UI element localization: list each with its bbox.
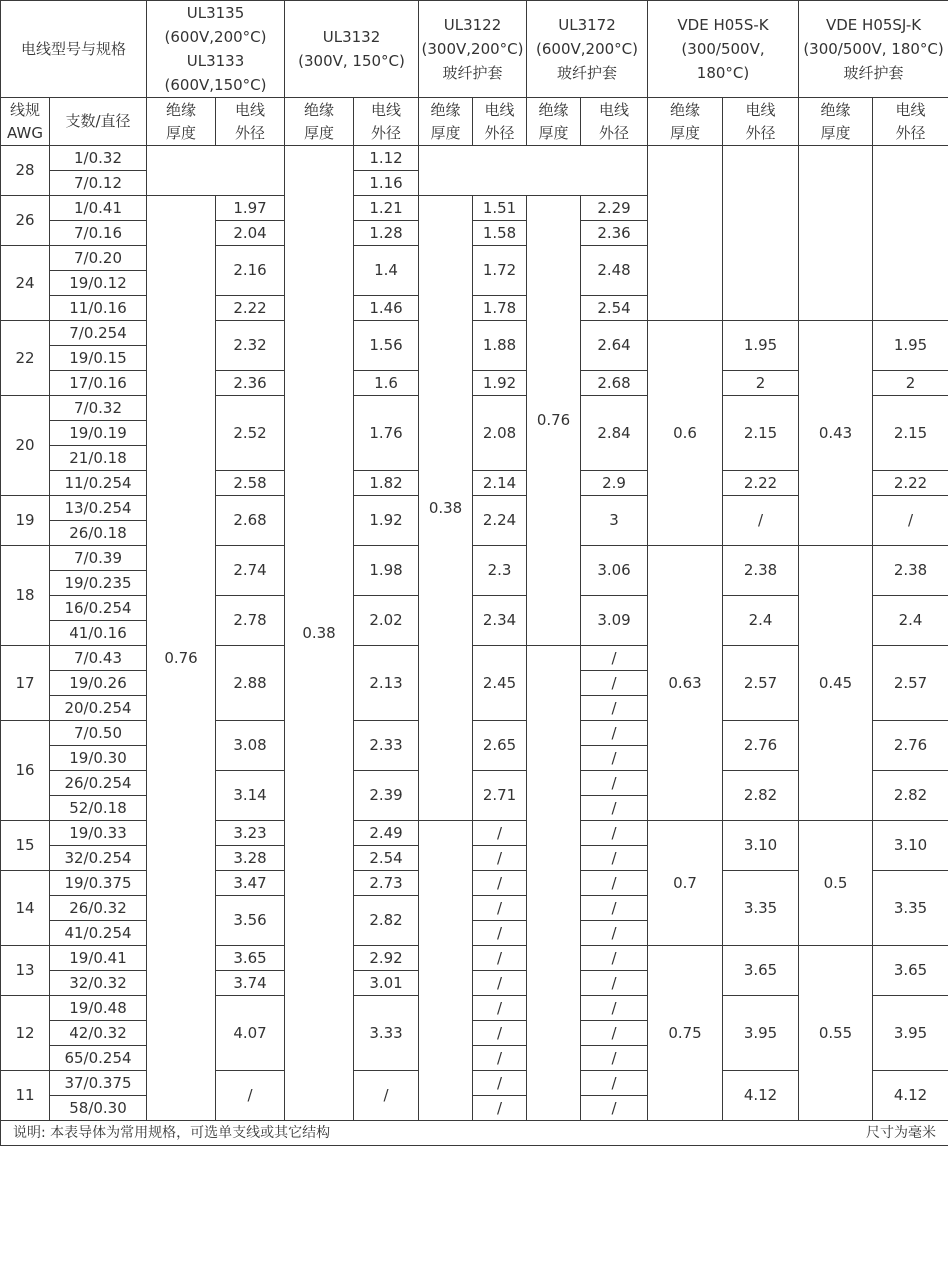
- strand: 19/0.48: [50, 996, 147, 1021]
- subheader-insulation: [147, 98, 216, 146]
- awg: 24: [1, 246, 50, 321]
- ul3122-od: /: [473, 846, 527, 871]
- ul3135-od: 4.07: [216, 996, 285, 1071]
- ul3172-od: /: [581, 1046, 648, 1071]
- ul3135-insulation: 0.76: [147, 196, 216, 1121]
- strand: 7/0.32: [50, 396, 147, 421]
- strand: 19/0.375: [50, 871, 147, 896]
- header-ul3172: [527, 1, 648, 98]
- awg: 17: [1, 646, 50, 721]
- ul3132-od: 3.01: [354, 971, 419, 996]
- ul3132-od: 3.33: [354, 996, 419, 1071]
- header-h05sk: [648, 1, 799, 98]
- header-line: 玻纤护套: [557, 64, 618, 82]
- ul3135-od: 3.65: [216, 946, 285, 971]
- ul3122-od: 2.71: [473, 771, 527, 821]
- subheader-strand: 支数/直径: [50, 98, 147, 146]
- ul3172-od: /: [581, 871, 648, 896]
- ul3122-od: /: [473, 1046, 527, 1071]
- subheader-row: [1, 98, 948, 146]
- h05sjk-od: 2.76: [873, 721, 948, 771]
- header-line: 外径: [484, 123, 515, 142]
- header-line: UL3172: [558, 16, 616, 34]
- ul3132-od: 1.98: [354, 546, 419, 596]
- subheader-outer-diameter: [581, 98, 648, 146]
- ul3122-od: /: [473, 821, 527, 846]
- strand: 7/0.20: [50, 246, 147, 271]
- ul3122-insulation: 0.38: [419, 196, 473, 821]
- strand: 26/0.254: [50, 771, 147, 796]
- table-row: [1, 821, 948, 846]
- header-line: 厚度: [430, 123, 461, 142]
- strand: 7/0.50: [50, 721, 147, 746]
- header-line: 玻纤护套: [442, 64, 503, 82]
- ul3122-od: /: [473, 871, 527, 896]
- ul3132-od: 1.4: [354, 246, 419, 296]
- awg: 20: [1, 396, 50, 496]
- subheader-outer-diameter: [723, 98, 799, 146]
- ul3135-od: 1.97: [216, 196, 285, 221]
- strand: 17/0.16: [50, 371, 147, 396]
- ul3122-od: 2.45: [473, 646, 527, 721]
- h05sk-insulation: 0.75: [648, 946, 723, 1121]
- h05sk-od: 3.95: [723, 996, 799, 1071]
- ul3135-od: 2.04: [216, 221, 285, 246]
- ul3172-od: /: [581, 771, 648, 796]
- ul3135-od: 3.47: [216, 871, 285, 896]
- h05sjk-od: 1.95: [873, 321, 948, 371]
- subheader-outer-diameter: [216, 98, 285, 146]
- empty-cell: [648, 146, 723, 321]
- ul3122-od: 2.24: [473, 496, 527, 546]
- h05sjk-insulation: 0.45: [799, 546, 873, 821]
- strand: 19/0.41: [50, 946, 147, 971]
- strand: 32/0.254: [50, 846, 147, 871]
- header-line: UL3133: [186, 52, 245, 70]
- empty-cell: [419, 821, 473, 1121]
- subheader-outer-diameter: [873, 98, 948, 146]
- strand: 26/0.32: [50, 896, 147, 921]
- header-line: 电线: [745, 100, 776, 119]
- ul3122-od: 2.3: [473, 546, 527, 596]
- ul3135-od: 3.74: [216, 971, 285, 996]
- ul3172-od: 3.06: [581, 546, 648, 596]
- awg: 13: [1, 946, 50, 996]
- header-line: 厚度: [166, 123, 197, 142]
- header-line: 绝缘: [820, 100, 851, 119]
- ul3132-od: 1.21: [354, 196, 419, 221]
- header-line: 电线: [371, 100, 402, 119]
- header-line: 绝缘: [166, 100, 197, 119]
- ul3122-od: 1.92: [473, 371, 527, 396]
- header-line: 厚度: [820, 123, 851, 142]
- ul3132-od: 2.33: [354, 721, 419, 771]
- ul3172-od: 2.64: [581, 321, 648, 371]
- header-ul3122: [419, 1, 527, 98]
- ul3132-od: 1.6: [354, 371, 419, 396]
- ul3135-od: 2.74: [216, 546, 285, 596]
- subheader-outer-diameter: [473, 98, 527, 146]
- header-line: 厚度: [538, 123, 569, 142]
- header-line: (600V,150°C): [164, 76, 267, 94]
- ul3122-od: /: [473, 946, 527, 971]
- h05sk-insulation: 0.6: [648, 321, 723, 546]
- table-row: [1, 546, 948, 571]
- header-line: (300V, 150°C): [298, 52, 405, 70]
- ul3132-od: 2.02: [354, 596, 419, 646]
- subheader-awg: [1, 98, 50, 146]
- ul3172-od: 2.54: [581, 296, 648, 321]
- h05sk-od: 3.10: [723, 821, 799, 871]
- table-row: [1, 146, 948, 171]
- ul3172-od: /: [581, 746, 648, 771]
- strand: 11/0.254: [50, 471, 147, 496]
- ul3172-od: /: [581, 896, 648, 921]
- h05sjk-od: /: [873, 496, 948, 546]
- footnote: 说明: 本表导体为常用规格，可选单支线或其它结构: [1, 1121, 723, 1146]
- ul3132-od: 1.92: [354, 496, 419, 546]
- strand: 1/0.41: [50, 196, 147, 221]
- h05sk-od: 2.15: [723, 396, 799, 471]
- strand: 41/0.254: [50, 921, 147, 946]
- ul3135-od: 3.28: [216, 846, 285, 871]
- h05sk-od: 2.22: [723, 471, 799, 496]
- h05sjk-insulation: 0.5: [799, 821, 873, 946]
- ul3172-od: /: [581, 696, 648, 721]
- ul3132-od: 2.13: [354, 646, 419, 721]
- strand: 42/0.32: [50, 1021, 147, 1046]
- header-line: 外径: [371, 123, 402, 142]
- strand: 7/0.12: [50, 171, 147, 196]
- header-line: 绝缘: [430, 100, 461, 119]
- h05sjk-od: 2.57: [873, 646, 948, 721]
- ul3132-od: 2.82: [354, 896, 419, 946]
- ul3135-od: 2.52: [216, 396, 285, 471]
- header-line: 180°C): [696, 64, 750, 82]
- strand: 19/0.33: [50, 821, 147, 846]
- strand: 19/0.19: [50, 421, 147, 446]
- h05sjk-od: 2.4: [873, 596, 948, 646]
- ul3132-od: 2.73: [354, 871, 419, 896]
- awg: 26: [1, 196, 50, 246]
- ul3122-od: 1.58: [473, 221, 527, 246]
- header-h05sjk: [799, 1, 948, 98]
- header-line: 外径: [745, 123, 776, 142]
- unit-note: 尺寸为毫米: [723, 1121, 948, 1146]
- ul3135-od: 2.88: [216, 646, 285, 721]
- ul3172-od: /: [581, 646, 648, 671]
- ul3132-od: 2.54: [354, 846, 419, 871]
- strand: 7/0.43: [50, 646, 147, 671]
- ul3172-od: /: [581, 1096, 648, 1121]
- ul3172-od: /: [581, 721, 648, 746]
- ul3122-od: 2.65: [473, 721, 527, 771]
- awg: 19: [1, 496, 50, 546]
- ul3132-od: 1.46: [354, 296, 419, 321]
- header-row: [1, 1, 948, 98]
- ul3172-od: /: [581, 1071, 648, 1096]
- ul3132-od: 1.28: [354, 221, 419, 246]
- ul3135-od: 2.32: [216, 321, 285, 371]
- strand: 41/0.16: [50, 621, 147, 646]
- header-line: VDE H05S-K: [677, 16, 769, 34]
- h05sk-insulation: 0.63: [648, 546, 723, 821]
- header-line: 电线: [599, 100, 630, 119]
- strand: 19/0.15: [50, 346, 147, 371]
- h05sjk-od: 3.10: [873, 821, 948, 871]
- strand: 21/0.18: [50, 446, 147, 471]
- header-line: (300/500V,: [681, 40, 765, 58]
- h05sjk-od: 3.65: [873, 946, 948, 996]
- ul3172-od: 2.36: [581, 221, 648, 246]
- ul3122-od: 2.14: [473, 471, 527, 496]
- ul3172-od: /: [581, 796, 648, 821]
- ul3122-od: /: [473, 971, 527, 996]
- table-row: [1, 946, 948, 971]
- h05sk-od: 2.38: [723, 546, 799, 596]
- awg: 12: [1, 996, 50, 1071]
- strand: 32/0.32: [50, 971, 147, 996]
- subheader-insulation: [419, 98, 473, 146]
- h05sk-od: 2.4: [723, 596, 799, 646]
- strand: 11/0.16: [50, 296, 147, 321]
- header-line: 电线: [235, 100, 266, 119]
- header-line: 厚度: [670, 123, 701, 142]
- strand: 65/0.254: [50, 1046, 147, 1071]
- header-ul3132: [285, 1, 419, 98]
- ul3172-od: 2.29: [581, 196, 648, 221]
- h05sk-od: 1.95: [723, 321, 799, 371]
- header-line: 绝缘: [670, 100, 701, 119]
- ul3172-od: /: [581, 1021, 648, 1046]
- strand: 13/0.254: [50, 496, 147, 521]
- header-line: 电线: [484, 100, 515, 119]
- empty-cell: [147, 146, 285, 196]
- ul3172-od: /: [581, 946, 648, 971]
- awg: 15: [1, 821, 50, 871]
- h05sk-od: 2: [723, 371, 799, 396]
- ul3172-od: /: [581, 996, 648, 1021]
- ul3172-od: 3.09: [581, 596, 648, 646]
- footer-row: [1, 1121, 948, 1146]
- strand: 19/0.235: [50, 571, 147, 596]
- h05sjk-od: 2.38: [873, 546, 948, 596]
- subheader-insulation: [799, 98, 873, 146]
- ul3135-od: 2.78: [216, 596, 285, 646]
- header-spec: 电线型号与规格: [1, 1, 147, 98]
- header-line: UL3135: [186, 4, 245, 22]
- strand: 1/0.32: [50, 146, 147, 171]
- ul3122-od: 2.34: [473, 596, 527, 646]
- strand: 26/0.18: [50, 521, 147, 546]
- ul3122-od: /: [473, 921, 527, 946]
- header-line: (300V,200°C): [421, 40, 524, 58]
- h05sjk-od: 3.35: [873, 871, 948, 946]
- strand: 37/0.375: [50, 1071, 147, 1096]
- ul3122-od: /: [473, 1021, 527, 1046]
- header-line: 线规: [9, 100, 40, 119]
- header-line: (600V,200°C): [164, 28, 267, 46]
- ul3172-od: 2.84: [581, 396, 648, 471]
- ul3135-od: 2.36: [216, 371, 285, 396]
- ul3132-od: 1.56: [354, 321, 419, 371]
- h05sk-od: 2.82: [723, 771, 799, 821]
- ul3135-od: 3.23: [216, 821, 285, 846]
- empty-cell: [527, 646, 581, 1121]
- ul3172-od: /: [581, 971, 648, 996]
- empty-cell: [873, 146, 948, 321]
- ul3172-od: 3: [581, 496, 648, 546]
- ul3172-insulation: 0.76: [527, 196, 581, 646]
- header-line: UL3132: [322, 28, 381, 46]
- strand: 7/0.254: [50, 321, 147, 346]
- ul3132-od: 2.39: [354, 771, 419, 821]
- ul3122-od: /: [473, 1071, 527, 1096]
- awg: 16: [1, 721, 50, 821]
- ul3135-od: 3.08: [216, 721, 285, 771]
- h05sjk-insulation: 0.43: [799, 321, 873, 546]
- header-line: 绝缘: [538, 100, 569, 119]
- strand: 19/0.26: [50, 671, 147, 696]
- h05sk-od: 2.57: [723, 646, 799, 721]
- empty-cell: [419, 146, 648, 196]
- ul3132-od: 2.49: [354, 821, 419, 846]
- strand: 7/0.16: [50, 221, 147, 246]
- ul3172-od: /: [581, 846, 648, 871]
- ul3132-od: 1.12: [354, 146, 419, 171]
- ul3172-od: /: [581, 821, 648, 846]
- awg: 11: [1, 1071, 50, 1121]
- strand: 52/0.18: [50, 796, 147, 821]
- h05sjk-od: 2: [873, 371, 948, 396]
- ul3122-od: 1.78: [473, 296, 527, 321]
- ul3132-od: /: [354, 1071, 419, 1121]
- strand: 19/0.30: [50, 746, 147, 771]
- ul3122-od: /: [473, 996, 527, 1021]
- ul3122-od: 1.88: [473, 321, 527, 371]
- header-line: 外径: [235, 123, 266, 142]
- header-line: 电线: [895, 100, 926, 119]
- h05sjk-od: 3.95: [873, 996, 948, 1071]
- subheader-insulation: [285, 98, 354, 146]
- h05sjk-od: 2.22: [873, 471, 948, 496]
- header-line: VDE H05SJ-K: [825, 16, 922, 34]
- ul3172-od: 2.48: [581, 246, 648, 296]
- strand: 16/0.254: [50, 596, 147, 621]
- strand: 58/0.30: [50, 1096, 147, 1121]
- ul3172-od: /: [581, 921, 648, 946]
- header-ul3135: [147, 1, 285, 98]
- h05sk-od: 4.12: [723, 1071, 799, 1121]
- h05sjk-insulation: 0.55: [799, 946, 873, 1121]
- ul3122-od: 1.72: [473, 246, 527, 296]
- header-line: (300/500V, 180°C): [803, 40, 944, 58]
- ul3172-od: 2.9: [581, 471, 648, 496]
- h05sk-od: 3.65: [723, 946, 799, 996]
- ul3132-od: 2.92: [354, 946, 419, 971]
- awg: 28: [1, 146, 50, 196]
- h05sjk-od: 4.12: [873, 1071, 948, 1121]
- awg: 14: [1, 871, 50, 946]
- h05sk-od: /: [723, 496, 799, 546]
- ul3135-od: 3.14: [216, 771, 285, 821]
- strand: 19/0.12: [50, 271, 147, 296]
- awg: 18: [1, 546, 50, 646]
- subheader-outer-diameter: [354, 98, 419, 146]
- ul3135-od: 2.22: [216, 296, 285, 321]
- ul3122-od: 2.08: [473, 396, 527, 471]
- awg: 22: [1, 321, 50, 396]
- ul3122-od: /: [473, 1096, 527, 1121]
- header-line: 厚度: [304, 123, 335, 142]
- ul3135-od: 2.58: [216, 471, 285, 496]
- strand: 20/0.254: [50, 696, 147, 721]
- ul3172-od: /: [581, 671, 648, 696]
- subheader-insulation: [527, 98, 581, 146]
- header-line: 外径: [895, 123, 926, 142]
- header-line: UL3122: [443, 16, 502, 34]
- h05sk-od: 2.76: [723, 721, 799, 771]
- ul3132-od: 1.76: [354, 396, 419, 471]
- ul3132-insulation: 0.38: [285, 146, 354, 1121]
- h05sjk-od: 2.82: [873, 771, 948, 821]
- header-line: 外径: [599, 123, 630, 142]
- empty-cell: [799, 146, 873, 321]
- ul3135-od: 3.56: [216, 896, 285, 946]
- ul3135-od: /: [216, 1071, 285, 1121]
- h05sk-od: 3.35: [723, 871, 799, 946]
- ul3135-od: 2.16: [216, 246, 285, 296]
- ul3122-od: /: [473, 896, 527, 921]
- ul3122-od: 1.51: [473, 196, 527, 221]
- header-line: 玻纤护套: [843, 64, 904, 82]
- table-row: [1, 321, 948, 346]
- ul3135-od: 2.68: [216, 496, 285, 546]
- h05sjk-od: 2.15: [873, 396, 948, 471]
- ul3172-od: 2.68: [581, 371, 648, 396]
- ul3132-od: 1.82: [354, 471, 419, 496]
- h05sk-insulation: 0.7: [648, 821, 723, 946]
- strand: 7/0.39: [50, 546, 147, 571]
- subheader-insulation: [648, 98, 723, 146]
- header-line: AWG: [7, 123, 43, 142]
- empty-cell: [723, 146, 799, 321]
- header-line: (600V,200°C): [536, 40, 638, 58]
- header-line: 绝缘: [304, 100, 335, 119]
- ul3132-od: 1.16: [354, 171, 419, 196]
